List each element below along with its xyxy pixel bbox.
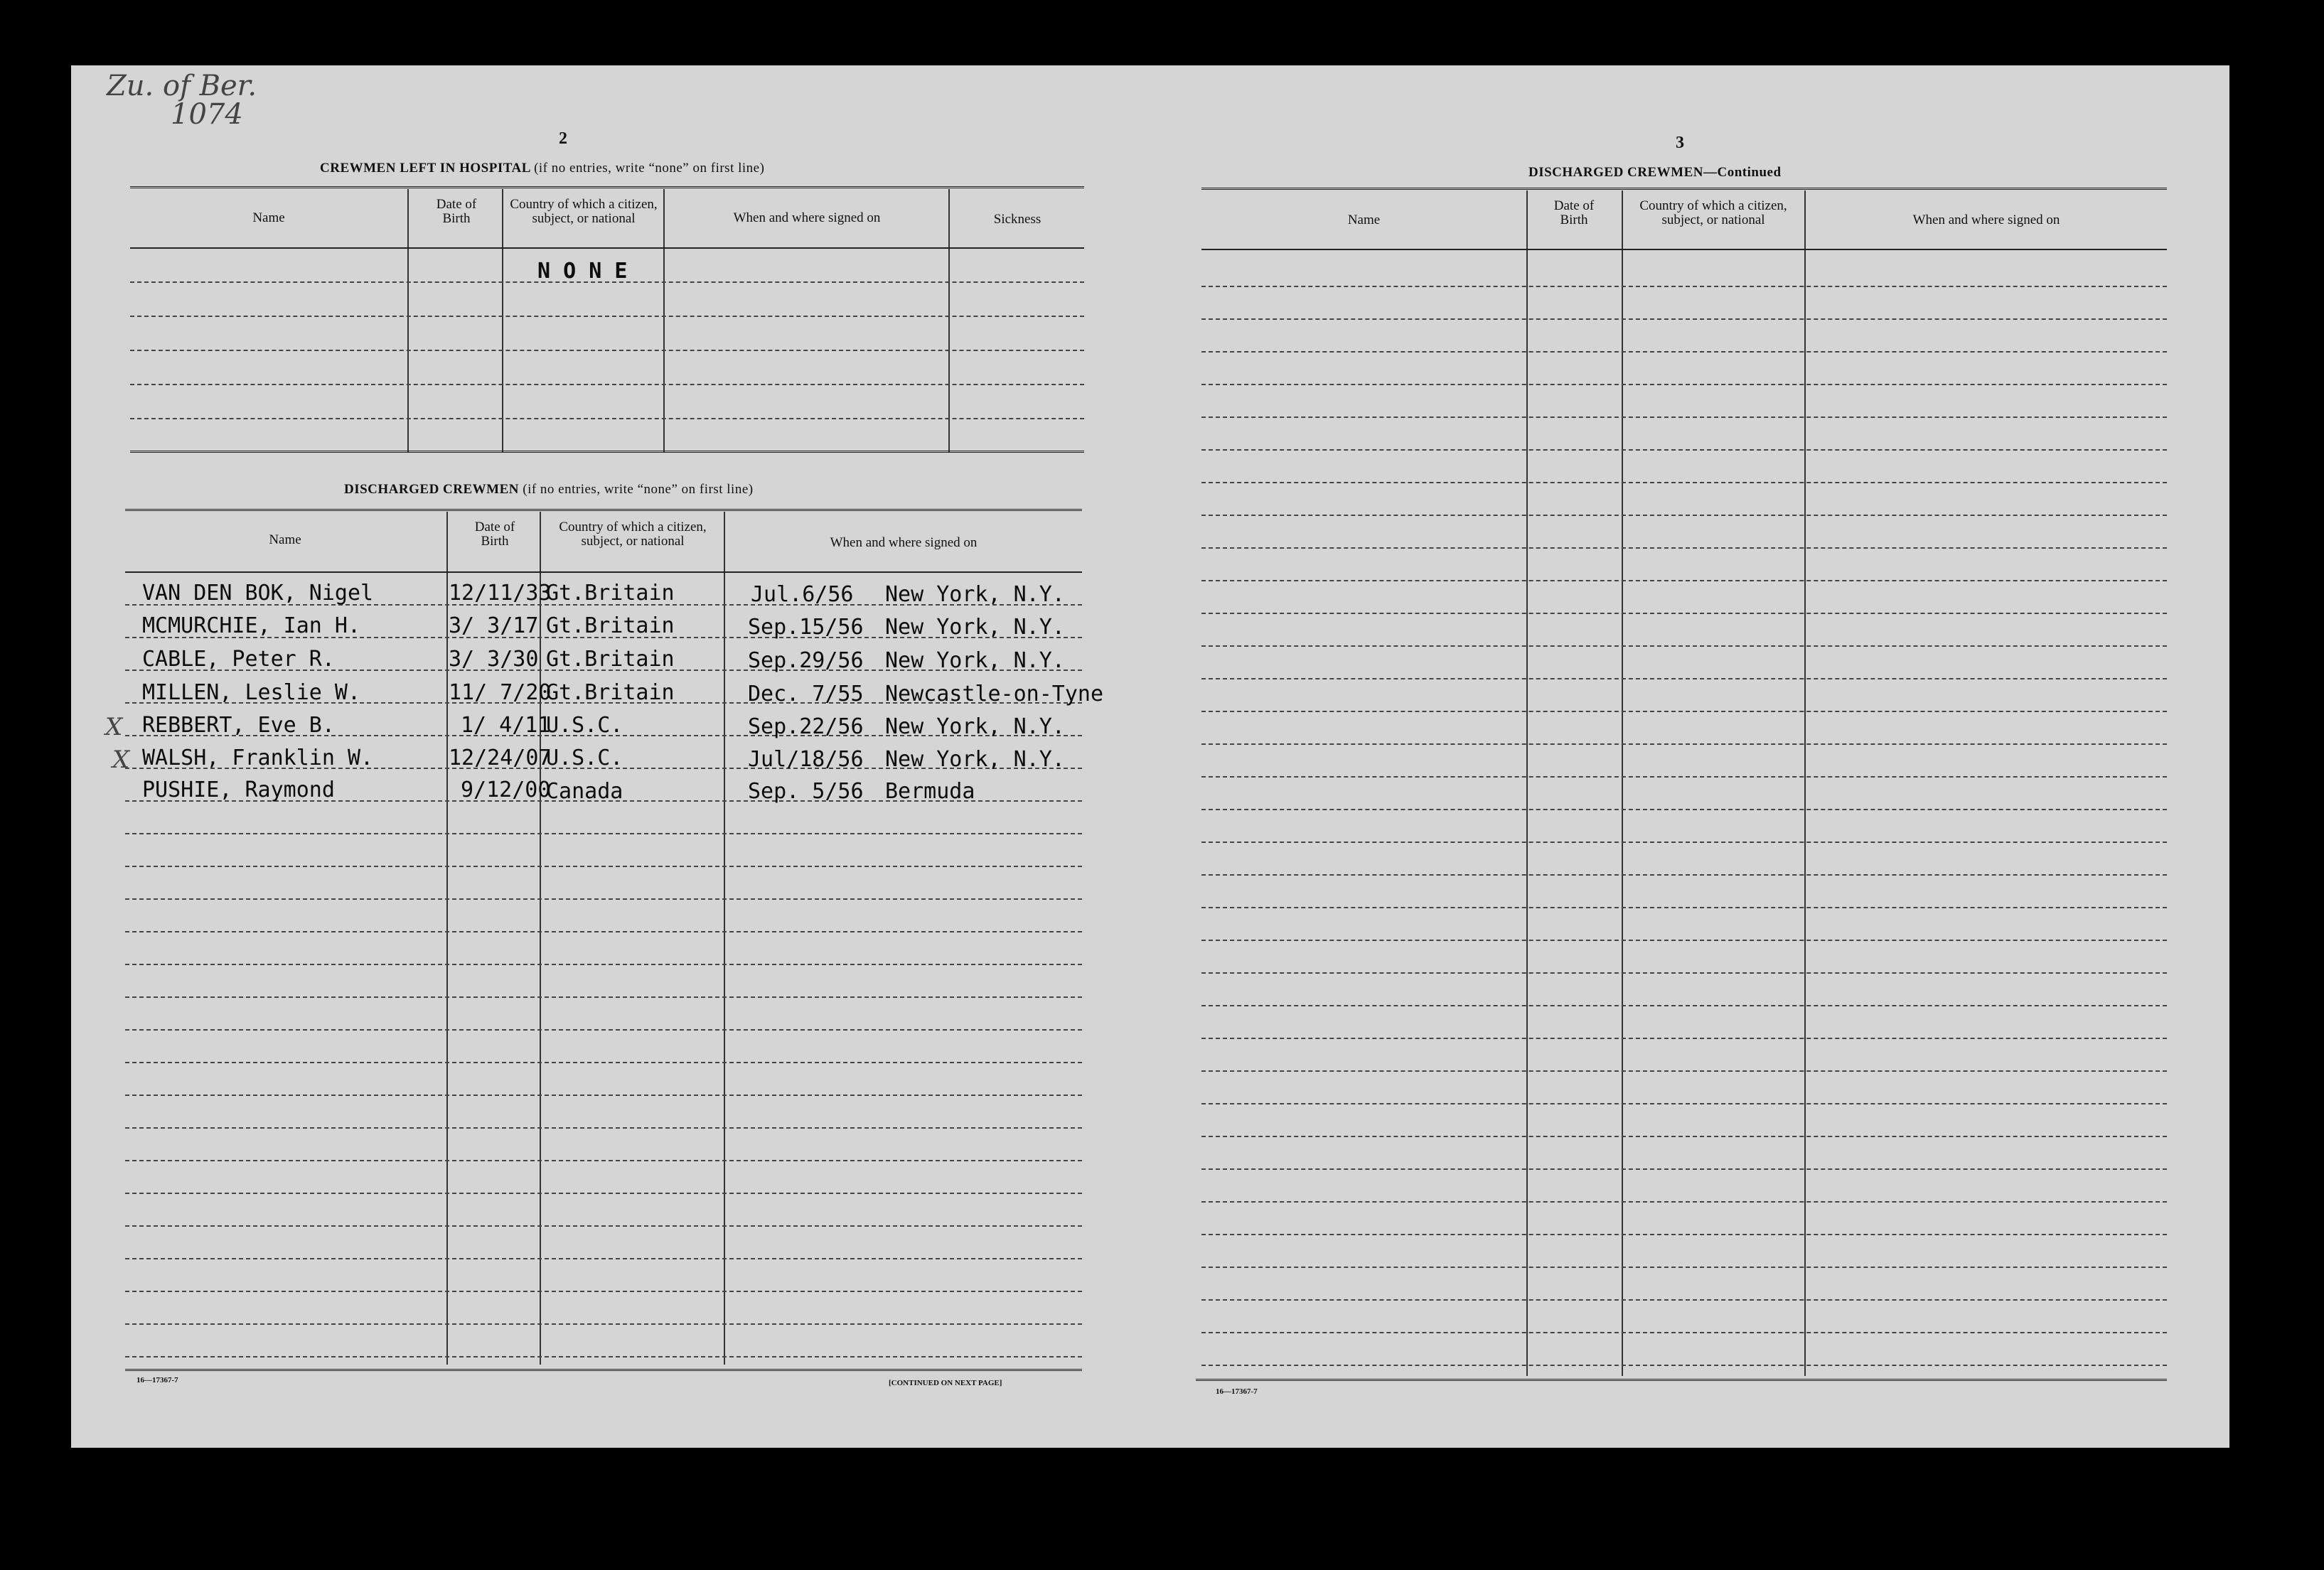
ruled-line — [125, 931, 1082, 932]
entry-name: PUSHIE, Raymond — [142, 778, 335, 802]
ruled-line — [1201, 1038, 2167, 1039]
ruled-line — [1201, 482, 2167, 483]
col-rule — [407, 189, 409, 452]
right-col-signed: When and where signed on — [1912, 213, 2060, 227]
handwritten-note: Zu. of Ber. 1074 — [107, 70, 257, 131]
ruled-line — [125, 1193, 1082, 1194]
right-col-dob: Date of Birth — [1553, 198, 1595, 227]
hospital-col-name: Name — [252, 210, 285, 225]
ruled-line — [125, 1029, 1082, 1031]
entry-country: Gt.Britain — [546, 680, 675, 705]
entry-name: MCMURCHIE, Ian H. — [142, 613, 361, 638]
col-rule — [540, 512, 541, 1365]
entry-place: Bermuda — [885, 779, 975, 804]
entry-place: New York, N.Y. — [885, 648, 1065, 673]
ruled-line — [1201, 515, 2167, 516]
entry-date: Sep. 5/56 — [748, 779, 864, 804]
left-form-number: 16—17367-7 — [136, 1376, 178, 1384]
entry-place: New York, N.Y. — [885, 615, 1065, 640]
entry-name: REBBERT, Eve B. — [142, 713, 335, 738]
hospital-none-entry: N O N E — [537, 259, 628, 284]
ruled-line — [130, 418, 1084, 419]
ruled-line — [125, 1160, 1082, 1161]
right-top-rule — [1201, 188, 2167, 190]
entry-place: New York, N.Y. — [885, 582, 1065, 607]
ruled-line — [1201, 645, 2167, 647]
entry-date: Sep.29/56 — [748, 648, 864, 673]
ruled-line — [1201, 711, 2167, 712]
entry-country: Gt.Britain — [546, 581, 675, 606]
ruled-line — [125, 1225, 1082, 1227]
ruled-line — [1201, 1267, 2167, 1268]
discharged-col-country: Country of which a citizen, subject, or national — [559, 520, 707, 549]
entry-date: Jul/18/56 — [748, 747, 864, 772]
ruled-line — [1201, 940, 2167, 941]
ruled-line — [125, 898, 1082, 900]
right-page-number: 3 — [1676, 134, 1684, 152]
hospital-title: CREWMEN LEFT IN HOSPITAL (if no entries, write “none” on first line) — [320, 161, 765, 176]
ruled-line — [125, 1095, 1082, 1096]
ruled-line — [1201, 776, 2167, 778]
ruled-line — [125, 1258, 1082, 1259]
discharged-col-dob: Date of Birth — [474, 520, 515, 549]
ruled-line — [130, 350, 1084, 351]
entry-place: New York, N.Y. — [885, 747, 1065, 772]
col-rule — [446, 512, 448, 1365]
ruled-line — [1201, 318, 2167, 320]
discharged-title: DISCHARGED CREWMEN (if no entries, write “none” on first line) — [344, 482, 754, 497]
ruled-line — [1201, 907, 2167, 908]
entry-place: New York, N.Y. — [885, 714, 1065, 739]
discharged-bottom-rule — [125, 1369, 1082, 1371]
ruled-line — [1201, 1299, 2167, 1301]
ruled-line — [1201, 286, 2167, 287]
ruled-line — [1201, 842, 2167, 843]
ruled-line — [1201, 1005, 2167, 1006]
entry-country: Gt.Britain — [546, 613, 675, 638]
discharged-header-rule — [125, 571, 1082, 573]
ruled-line — [130, 316, 1084, 317]
ruled-line — [1201, 1103, 2167, 1104]
ruled-line — [1201, 351, 2167, 353]
ruled-line — [1201, 972, 2167, 974]
entry-name: MILLEN, Leslie W. — [142, 680, 361, 705]
ruled-line — [1201, 449, 2167, 451]
entry-dob: 11/ 7/20 — [449, 680, 552, 705]
right-bottom-rule — [1196, 1379, 2167, 1381]
col-rule — [1804, 190, 1806, 1376]
entry-date: Sep.15/56 — [748, 615, 864, 640]
hospital-col-signed: When and where signed on — [733, 210, 881, 225]
hospital-col-sickness: Sickness — [993, 212, 1041, 227]
ruled-line — [1201, 1168, 2167, 1170]
ruled-line — [125, 833, 1082, 834]
ruled-line — [1201, 547, 2167, 549]
entry-dob: 3/ 3/17 — [449, 613, 539, 638]
discharged-col-signed: When and where signed on — [830, 535, 978, 550]
entry-dob: 9/12/00 — [461, 778, 551, 802]
ruled-line — [125, 866, 1082, 867]
ruled-line — [125, 1291, 1082, 1292]
ruled-line — [1201, 613, 2167, 614]
ruled-line — [125, 1062, 1082, 1063]
ruled-line — [125, 1323, 1082, 1325]
discharged-top-rule — [125, 509, 1082, 511]
right-col-country: Country of which a citizen, subject, or national — [1639, 198, 1787, 227]
entry-country: U.S.C. — [546, 746, 623, 770]
right-col-name: Name — [1347, 213, 1381, 227]
entry-date: Sep.22/56 — [748, 714, 864, 739]
hospital-top-rule — [130, 186, 1084, 188]
ruled-line — [1201, 743, 2167, 745]
right-form-number: 16—17367-7 — [1216, 1387, 1258, 1396]
col-rule — [1622, 190, 1623, 1376]
left-page-number: 2 — [559, 129, 567, 148]
entry-country: Gt.Britain — [546, 647, 675, 672]
entry-country: Canada — [546, 779, 623, 804]
col-rule — [502, 189, 503, 452]
ruled-line — [1201, 874, 2167, 876]
col-rule — [724, 512, 725, 1365]
hospital-bottom-rule — [130, 451, 1084, 453]
entry-date: Jul.6/56 — [751, 582, 854, 607]
entry-dob: 12/11/33 — [449, 581, 552, 606]
col-rule — [1526, 190, 1528, 1376]
ruled-line — [1201, 678, 2167, 679]
hospital-header-rule — [130, 247, 1084, 249]
entry-name: CABLE, Peter R. — [142, 647, 335, 672]
ruled-line — [1201, 809, 2167, 810]
ruled-line — [130, 384, 1084, 385]
entry-dob: 12/24/07 — [449, 746, 552, 770]
entry-date: Dec. 7/55 — [748, 682, 864, 706]
ruled-line — [125, 1127, 1082, 1129]
right-title: DISCHARGED CREWMEN—Continued — [1528, 165, 1782, 180]
ruled-line — [125, 964, 1082, 965]
ruled-line — [1201, 1136, 2167, 1137]
ruled-line — [1201, 1332, 2167, 1333]
entry-name: VAN DEN BOK, Nigel — [142, 581, 374, 606]
col-rule — [948, 189, 950, 452]
entry-dob: 3/ 3/30 — [449, 647, 539, 672]
entry-country: U.S.C. — [546, 713, 623, 738]
ruled-line — [1201, 1234, 2167, 1235]
ruled-line — [1201, 1070, 2167, 1072]
entry-name: WALSH, Franklin W. — [142, 746, 374, 770]
discharged-col-name: Name — [269, 532, 301, 547]
form-sheet — [71, 65, 2229, 1448]
check-mark: X — [112, 746, 130, 774]
right-header-rule — [1201, 249, 2167, 250]
col-rule — [663, 189, 665, 452]
hospital-col-country: Country of which a citizen, subject, or national — [510, 197, 658, 226]
entry-place: Newcastle-on-Tyne — [885, 682, 1104, 706]
ruled-line — [1201, 416, 2167, 418]
ruled-line — [1201, 580, 2167, 581]
ruled-line — [1201, 1365, 2167, 1366]
ruled-line — [1201, 1201, 2167, 1203]
hospital-col-dob: Date of Birth — [436, 197, 477, 226]
check-mark: X — [105, 713, 123, 741]
ruled-line — [125, 1356, 1082, 1357]
continued-note: [CONTINUED ON NEXT PAGE] — [889, 1379, 1002, 1387]
entry-dob: 1/ 4/11 — [461, 713, 551, 738]
ruled-line — [1201, 384, 2167, 385]
ruled-line — [125, 996, 1082, 998]
